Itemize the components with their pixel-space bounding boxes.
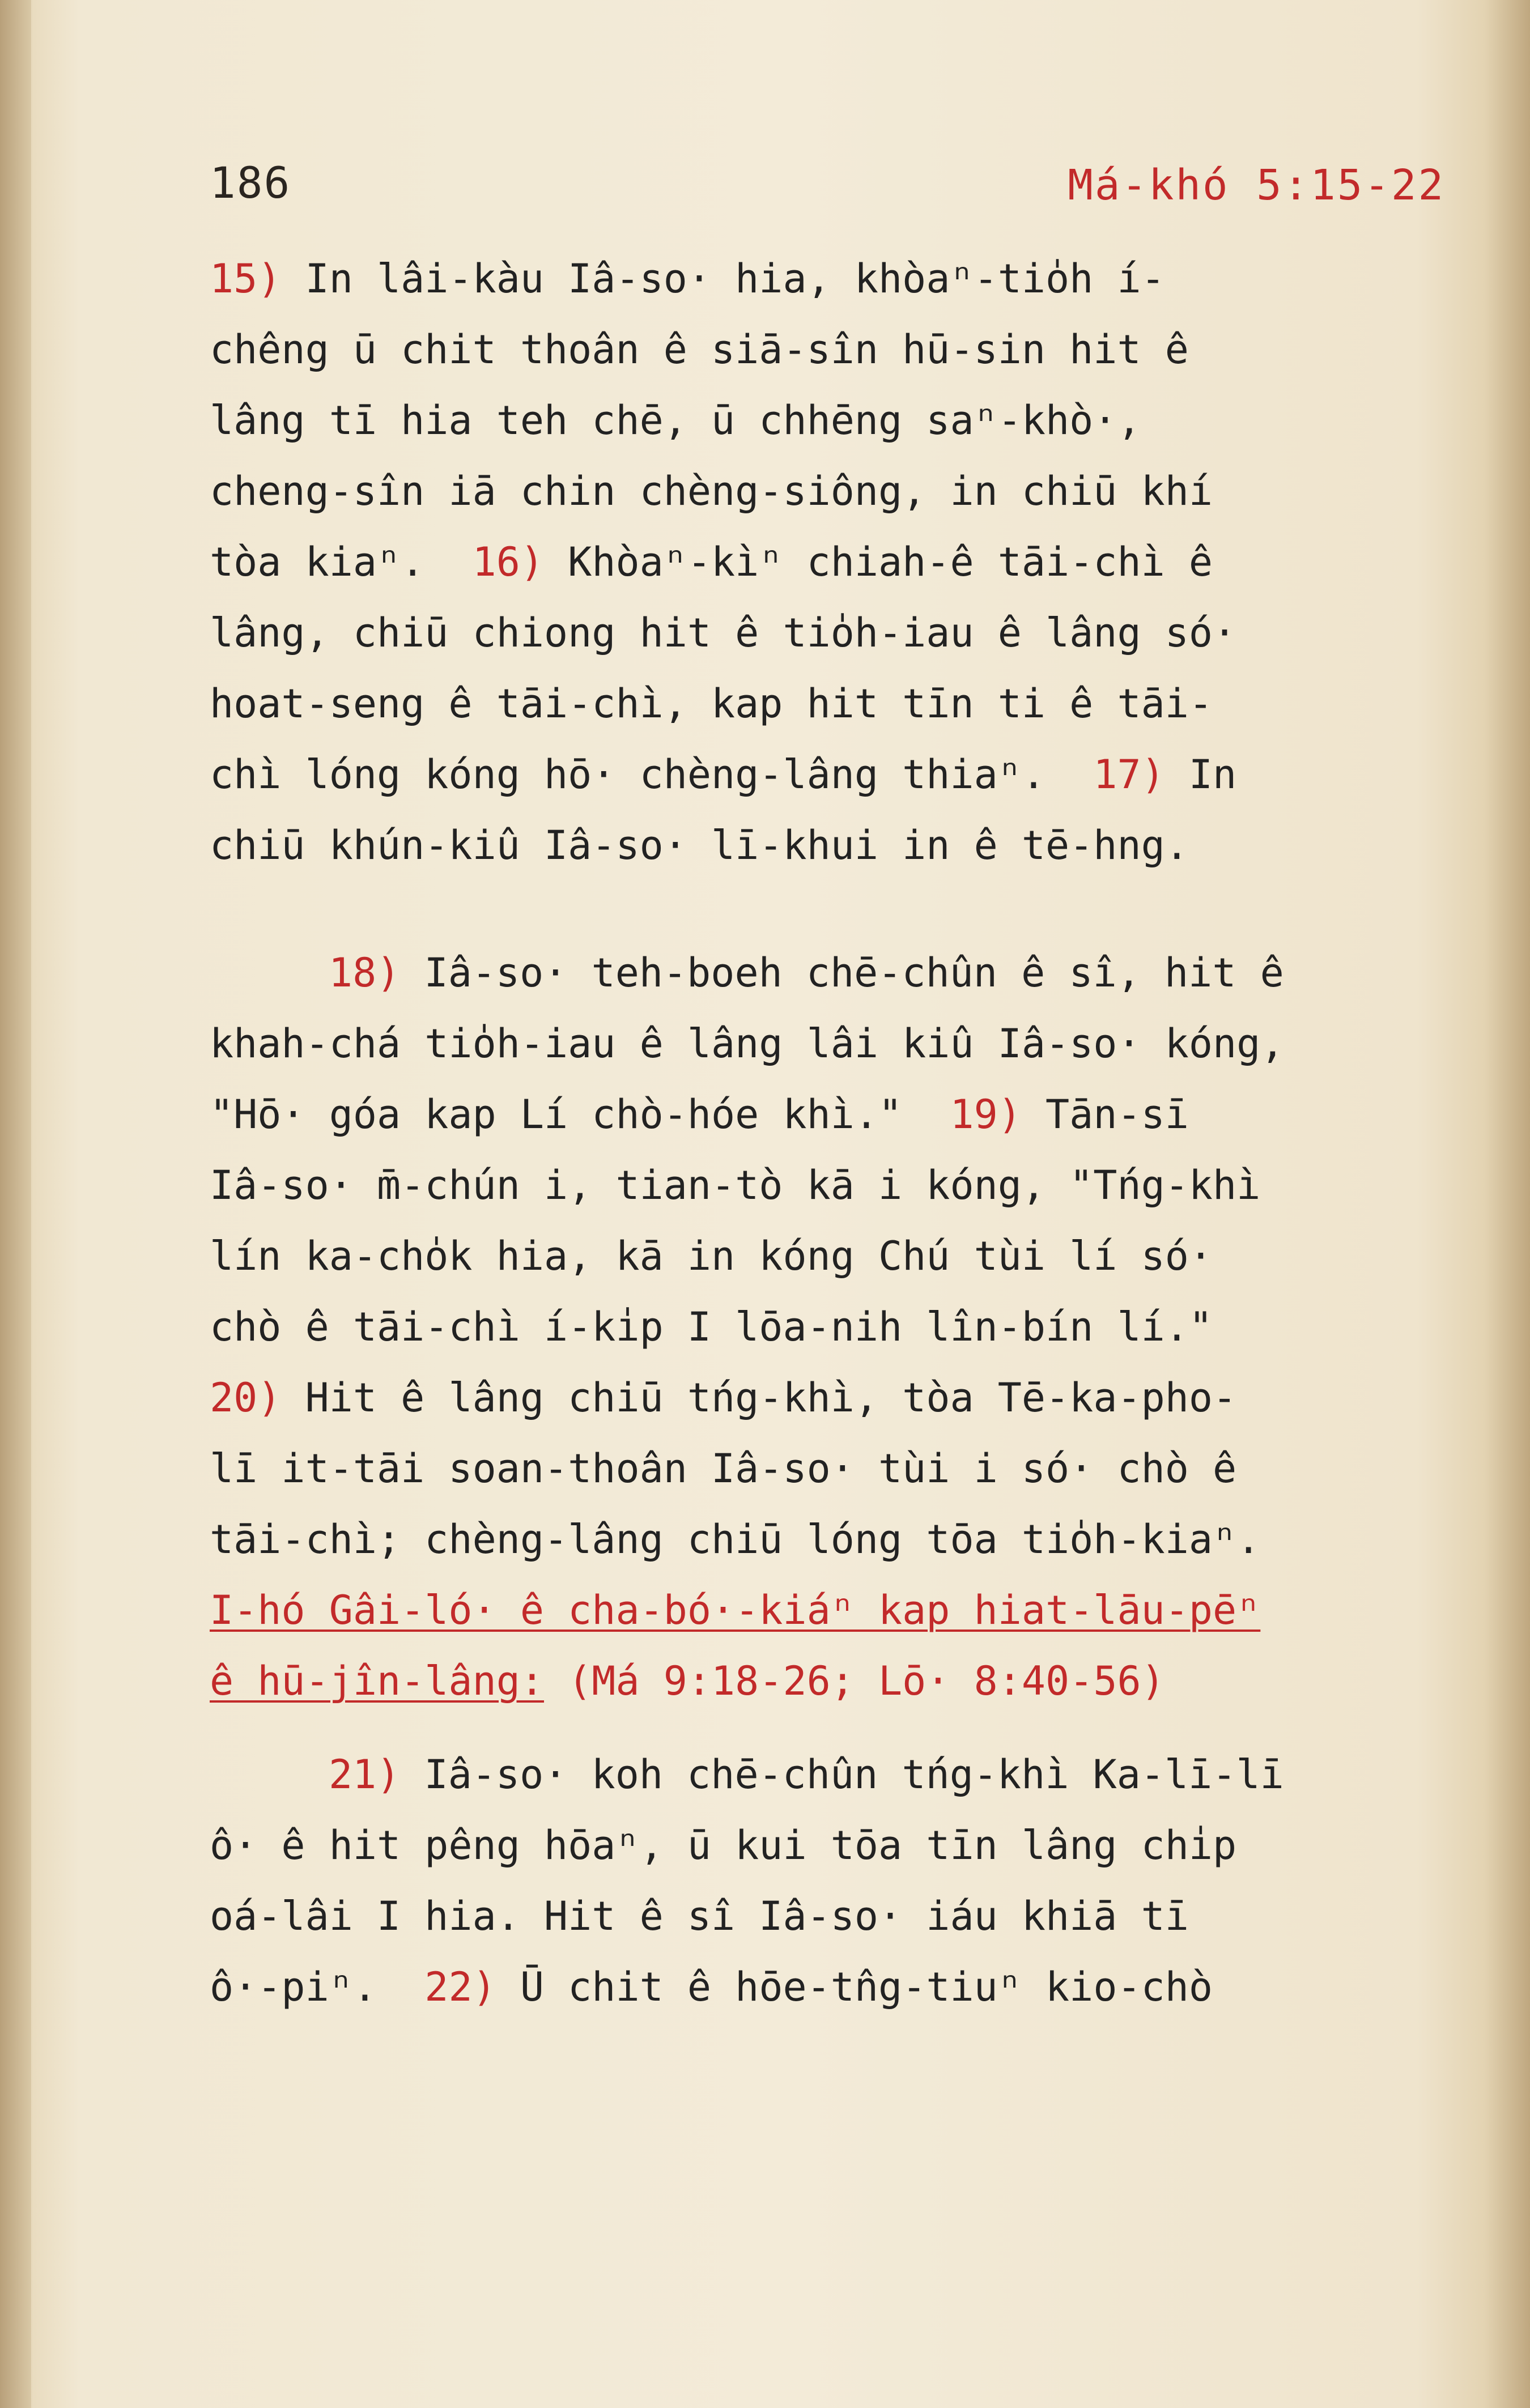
verse-number: 16) [472, 539, 545, 585]
line-text: chì lóng kóng hō· chèng-lâng thiaⁿ. [210, 751, 1094, 798]
text-line [210, 1363, 1479, 1433]
line-text: chò ê tāi-chì í-ki̍p I lōa-nih lîn-bín lí." [210, 1304, 1213, 1350]
line-text: lī it-tāi soan-thoân Iâ-so· tùi i só· chò ê [210, 1445, 1237, 1492]
heading-line [210, 1646, 1479, 1717]
text-line [210, 1009, 1479, 1079]
text-line [210, 1952, 1479, 2023]
line-text: "Hō· góa kap Lí chò-hóe khì." [210, 1091, 950, 1138]
verse-number: 19) [950, 1091, 1022, 1138]
line-text: Khòaⁿ-kìⁿ chiah-ê tāi-chì ê [544, 539, 1213, 585]
line-text: lâng, chiū chiong hit ê tio̍h-iau ê lâng só· [210, 610, 1237, 656]
line-text: lâng tī hia teh chē, ū chhēng saⁿ-khò·, [210, 397, 1141, 444]
text-line [210, 1504, 1479, 1575]
line-text: Iâ-so· teh-boeh chē-chûn ê sî, hit ê [400, 950, 1284, 996]
line-text: lín ka-cho̍k hia, kā in kóng Chú tùi lí só· [210, 1233, 1213, 1279]
verse-number: 22) [424, 1964, 496, 2010]
verse-number: 18) [329, 950, 401, 996]
page-number: 186 [210, 158, 291, 208]
line-text: ô· ê hit pêng hōaⁿ, ū kui tōa tīn lâng chi̍p [210, 1822, 1237, 1869]
text-line [210, 1810, 1479, 1881]
paragraph-verses-15-17 [210, 244, 1479, 881]
paragraph-verses-21-22 [210, 1739, 1479, 2023]
text-line [210, 314, 1479, 385]
line-text: hoat-seng ê tāi-chì, kap hit tīn ti ê tāi- [210, 680, 1213, 727]
text-line [210, 1150, 1479, 1221]
page-gutter [0, 0, 31, 2408]
text-line [210, 739, 1479, 810]
line-text: In lâi-kàu Iâ-so· hia, khòaⁿ-tio̍h í- [281, 256, 1165, 302]
paragraph-gap [210, 1717, 1479, 1739]
line-text: Ū chit ê hōe-tn̂g-tiuⁿ kio-chò [496, 1964, 1213, 2010]
heading-reference: (Má 9:18-26; Lō· 8:40-56) [544, 1658, 1165, 1704]
verse-number: 17) [1093, 751, 1165, 798]
line-text: chêng ū chit thoân ê siā-sîn hū-sin hit ê [210, 326, 1189, 373]
line-text: khah-chá tio̍h-iau ê lâng lâi kiû Iâ-so· kóng, [210, 1020, 1285, 1067]
text-line [210, 810, 1479, 881]
line-text: cheng-sîn iā chin chèng-siông, in chiū khí [210, 468, 1213, 514]
heading-line [210, 1575, 1479, 1646]
line-text: Hit ê lâng chiū tńg-khì, tòa Tē-ka-pho- [281, 1375, 1237, 1421]
text-line [210, 1292, 1479, 1363]
line-text: chiū khún-kiû Iâ-so· lī-khui in ê tē-hng. [210, 822, 1189, 869]
body-text [210, 244, 1479, 2023]
text-line [210, 244, 1479, 314]
running-head: Má-khó 5:15-22 [1068, 161, 1445, 210]
line-text: tāi-chì; chèng-lâng chiū lóng tōa tio̍h-kiaⁿ. [210, 1516, 1261, 1563]
paragraph-gap [210, 881, 1479, 938]
text-line [210, 385, 1479, 456]
text-line [210, 938, 1479, 1009]
text-line [210, 669, 1479, 739]
verse-number: 21) [329, 1751, 401, 1798]
text-line [210, 1079, 1479, 1150]
line-text: ô·-piⁿ. [210, 1964, 425, 2010]
text-line [210, 1739, 1479, 1810]
paragraph-verses-18-20 [210, 938, 1479, 1575]
text-line [210, 456, 1479, 527]
line-text: oá-lâi I hia. Hit ê sî Iâ-so· iáu khiā tī [210, 1893, 1189, 1939]
line-text: Iâ-so· m̄-chún i, tian-tò kā i kóng, "Tńg-khì [210, 1162, 1261, 1209]
line-text: In [1164, 751, 1237, 798]
line-text: Tān-sī [1021, 1091, 1189, 1138]
heading-text: I-hó Gâi-ló· ê cha-bó·-kiáⁿ kap hiat-lāu-pēⁿ [210, 1587, 1261, 1633]
section-heading [210, 1575, 1479, 1717]
text-line [210, 1881, 1479, 1952]
verse-number: 20) [210, 1375, 282, 1421]
text-line [210, 598, 1479, 669]
text-line [210, 1221, 1479, 1292]
page-header [210, 158, 1445, 220]
text-line [210, 527, 1479, 598]
line-text: tòa kiaⁿ. [210, 539, 473, 585]
line-text: Iâ-so· koh chē-chûn tńg-khì Ka-lī-lī [400, 1751, 1284, 1798]
text-line [210, 1433, 1479, 1504]
heading-text: ê hū-jîn-lâng: [210, 1658, 545, 1704]
verse-number: 15) [210, 256, 282, 302]
